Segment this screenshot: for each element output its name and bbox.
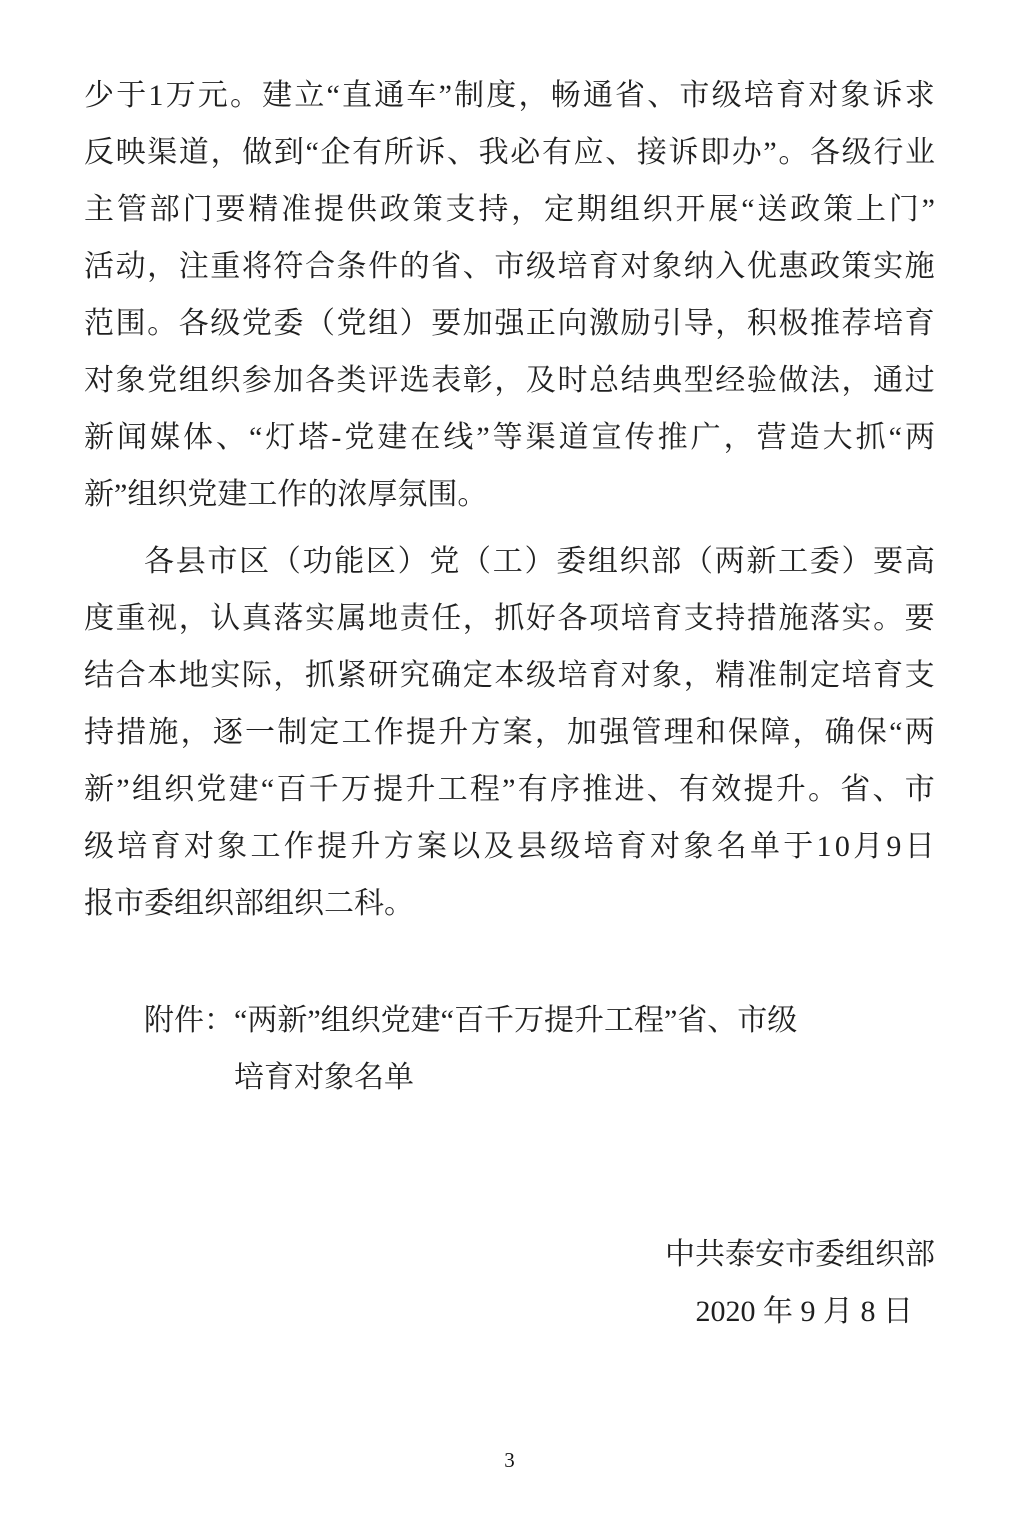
text-line: 主 管 部 门 要 精 准 提 供 政 策 支 持 ， 定 期 组 织 开 展 “ 送 政 策 上 门 ” <box>84 193 935 226</box>
paragraph-2 <box>84 533 935 932</box>
signature-block <box>84 1226 935 1340</box>
issuing-authority: 中共泰安市委组织部 <box>665 1238 935 1271</box>
text-line: 新 ” 组 织 党 建 “ 百 千 万 提 升 工 程 ” 有 序 推 进 、 有 效 提 升 。 省 、 市 <box>84 773 935 806</box>
text-line: 新”组织党建工作的浓厚氛围。 <box>84 478 488 511</box>
issue-date: 2020 年 9 月 8 日 <box>695 1295 913 1328</box>
text-line: 对 象 党 组 织 参 加 各 类 评 选 表 彰 ， 及 时 总 结 典 型 经 验 做 法 ， 通 过 <box>84 364 935 397</box>
page-footer <box>0 1446 1019 1474</box>
text-line: 范 围 。 各 级 党 委 （ 党 组 ） 要 加 强 正 向 激 励 引 导 ， 积 极 推 荐 培 育 <box>84 307 935 340</box>
page-number: 3 <box>504 1448 515 1472</box>
text-line: 新 闻 媒 体 、 “ 灯 塔 - 党 建 在 线 ” 等 渠 道 宣 传 推 广 ， 营 造 大 抓 “ 两 <box>84 421 935 454</box>
text-line: 级 培 育 对 象 工 作 提 升 方 案 以 及 县 级 培 育 对 象 名 单 于 1 0 月 9 日 <box>84 830 935 863</box>
text-line: 报市委组织部组织二科。 <box>84 887 414 920</box>
attachment-line: 培育对象名单 <box>234 1061 414 1094</box>
attachment-label: 附件： <box>144 1004 234 1037</box>
document-body <box>84 67 935 1340</box>
text-line: 度 重 视 ， 认 真 落 实 属 地 责 任 ， 抓 好 各 项 培 育 支 持 措 施 落 实 。 要 <box>84 602 935 635</box>
attachment-block <box>144 992 935 1106</box>
text-line: 活 动 ， 注 重 将 符 合 条 件 的 省 、 市 级 培 育 对 象 纳 入 优 惠 政 策 实 施 <box>84 250 935 283</box>
text-line: 持 措 施 ， 逐 一 制 定 工 作 提 升 方 案 ， 加 强 管 理 和 保 障 ， 确 保 “ 两 <box>84 716 935 749</box>
attachment-content <box>234 992 935 1106</box>
text-line: 结 合 本 地 实 际 ， 抓 紧 研 究 确 定 本 级 培 育 对 象 ， 精 准 制 定 培 育 支 <box>84 659 935 692</box>
paragraph-1 <box>84 67 935 523</box>
text-line: 少 于 1 万 元 。 建 立 “ 直 通 车 ” 制 度 ， 畅 通 省 、 市 级 培 育 对 象 诉 求 <box>84 79 935 112</box>
attachment-line: “两新”组织党建“百千万提升工程”省、市级 <box>234 1004 798 1037</box>
text-line: 反 映 渠 道 ， 做 到 “ 企 有 所 诉 、 我 必 有 应 、 接 诉 即 办 ” 。 各 级 行 业 <box>84 136 935 169</box>
text-line: 各 县 市 区 （ 功 能 区 ） 党 （ 工 ） 委 组 织 部 （ 两 新 工 委 ） 要 高 <box>144 545 935 578</box>
